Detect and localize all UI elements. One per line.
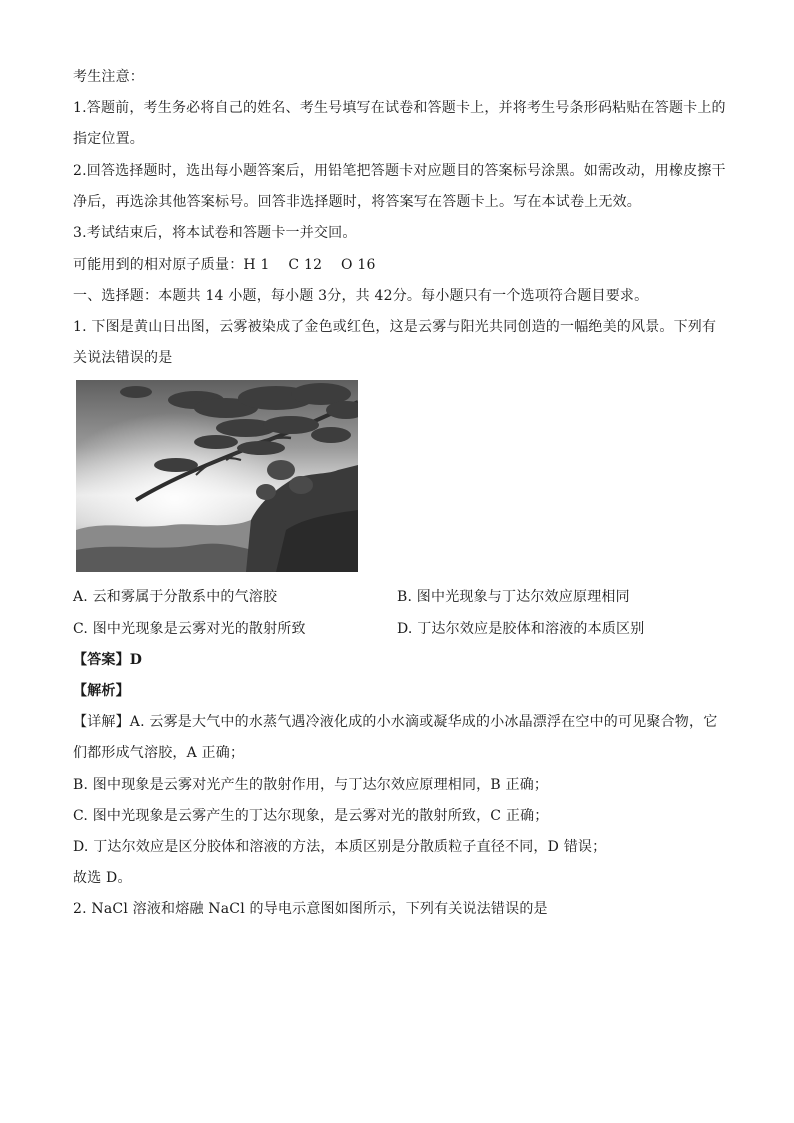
q1-answer: 【答案】D bbox=[73, 652, 143, 668]
notice-item-2-line-2: 净后，再选涂其他答案标号。回答非选择题时，将答案写在答题卡上。写在本试卷上无效。 bbox=[73, 194, 641, 210]
notice-item-2-line-1: 2.回答选择题时，选出每小题答案后，用铅笔把答题卡对应题目的答案标号涂黑。如需改动，用橡皮擦干 bbox=[73, 163, 726, 179]
notice-item-1-line-1: 1.答题前，考生务必将自己的姓名、考生号填写在试卷和答题卡上，并将考生号条形码粘贴在答题卡上的 bbox=[73, 100, 726, 116]
notice-item-1-line-2: 指定位置。 bbox=[73, 131, 144, 147]
q1-detail-line-1: 【详解】A. 云雾是大气中的水蒸气遇冷液化成的小水滴或凝华成的小冰晶漂浮在空中的可见聚合物，它 bbox=[73, 714, 718, 730]
q1-option-a: A. 云和雾属于分散系中的气溶胶 bbox=[73, 589, 278, 605]
notice-title: 考生注意： bbox=[73, 69, 144, 85]
q1-stem-line-2: 关说法错误的是 bbox=[73, 350, 173, 366]
q1-stem-line-1: 1. 下图是黄山日出图，云雾被染成了金色或红色，这是云雾与阳光共同创造的一幅绝美的风景。下列有 bbox=[73, 319, 717, 335]
q1-option-d: D. 丁达尔效应是胶体和溶液的本质区别 bbox=[397, 621, 645, 637]
q1-analysis-title: 【解析】 bbox=[73, 683, 130, 699]
huangshan-sunrise-photo bbox=[76, 380, 358, 572]
q1-conclusion: 故选 D。 bbox=[73, 870, 132, 886]
q1-detail-line-2: 们都形成气溶胶，A 正确； bbox=[73, 745, 245, 761]
atomic-masses: 可能用到的相对原子质量：H 1 C 12 O 16 bbox=[73, 257, 376, 273]
q1-option-b: B. 图中光现象与丁达尔效应原理相同 bbox=[397, 589, 630, 605]
photo-illustration bbox=[76, 380, 358, 572]
notice-item-3: 3.考试结束后，将本试卷和答题卡一并交回。 bbox=[73, 225, 357, 241]
q1-detail-b: B. 图中现象是云雾对光产生的散射作用，与丁达尔效应原理相同，B 正确； bbox=[73, 777, 549, 793]
q1-option-c: C. 图中光现象是云雾对光的散射所致 bbox=[73, 621, 306, 637]
section-heading: 一、选择题：本题共 14 小题，每小题 3分，共 42分。每小题只有一个选项符合题目要求。 bbox=[73, 288, 649, 304]
q2-stem: 2. NaCl 溶液和熔融 NaCl 的导电示意图如图所示，下列有关说法错误的是 bbox=[73, 901, 548, 917]
q1-detail-d: D. 丁达尔效应是区分胶体和溶液的方法，本质区别是分散质粒子直径不同，D 错误； bbox=[73, 839, 607, 855]
q1-detail-c: C. 图中光现象是云雾产生的丁达尔现象，是云雾对光的散射所致，C 正确； bbox=[73, 808, 549, 824]
